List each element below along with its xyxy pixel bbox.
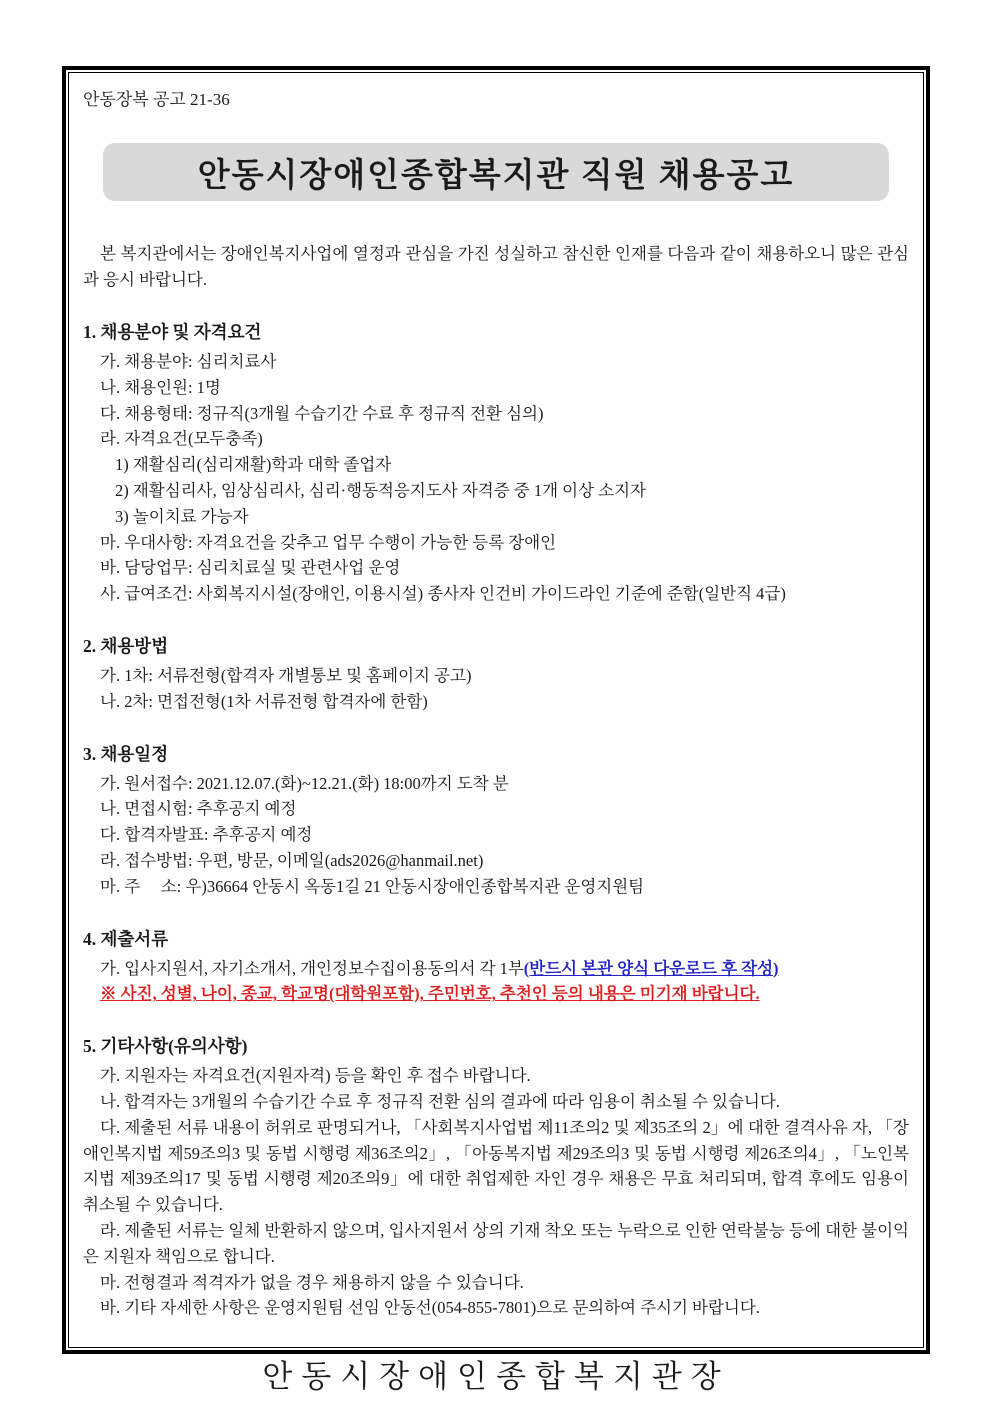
list-item: 마. 우대사항: 자격요건을 갖추고 업무 수행이 가능한 등록 장애인 xyxy=(100,532,557,552)
notice-number: 안동장복 공고 21-36 xyxy=(83,90,230,109)
list-item: 다. 합격자발표: 추후공지 예정 xyxy=(100,825,313,845)
list-item: 나. 2차: 면접전형(1차 서류전형 합격자에 한함) xyxy=(100,691,428,711)
section-heading: 5. 기타사항(유의사항) xyxy=(83,1036,248,1057)
list-item: 마. 전형결과 적격자가 없을 경우 채용하지 않을 수 있습니다. xyxy=(100,1272,524,1292)
list-item: 라. 자격요건(모두충족) xyxy=(100,429,263,449)
list-item: 나. 면접시험: 추후공지 예정 xyxy=(100,799,297,819)
list-item: 나. 채용인원: 1명 xyxy=(100,377,221,397)
list-item xyxy=(83,956,909,982)
section-heading: 4. 제출서류 xyxy=(83,928,169,949)
list-item: 마. 주 소: 우)36664 안동시 옥동1길 21 안동시장애인종합복지관 운영지원팀 xyxy=(100,876,645,896)
list-item: 가. 1차: 서류전형(합격자 개별통보 및 홈페이지 공고) xyxy=(100,665,472,685)
list-item: 사. 급여조건: 사회복지시설(장애인, 이용시설) 종사자 인건비 가이드라인 기준에 준함(일반직 4급) xyxy=(100,584,786,604)
section-other-notes xyxy=(83,1033,914,1321)
section-recruitment-field xyxy=(83,319,909,607)
document-page xyxy=(68,72,924,1395)
list-subitem: 1) 재활심리(심리재활)학과 대학 졸업자 xyxy=(115,455,392,475)
section-heading: 1. 채용분야 및 자격요건 xyxy=(83,322,262,342)
list-item: 가. 지원자는 자격요건(지원자격) 등을 확인 후 접수 바랍니다. xyxy=(100,1066,531,1086)
list-item: 라. 접수방법: 우편, 방문, 이메일(ads2026@hanmail.net) xyxy=(100,850,484,870)
title-banner xyxy=(103,143,889,201)
list-item: 가. 원서접수: 2021.12.07.(화)~12.21.(화) 18:00까지 도착 분 xyxy=(100,773,509,793)
list-item: 바. 담당업무: 심리치료실 및 관련사업 운영 xyxy=(100,558,401,578)
list-item: 바. 기타 자세한 사항은 운영지원팀 선임 안동선(054-855-7801)으로 문의하여 주시기 바랍니다. xyxy=(100,1298,760,1318)
section-recruitment-schedule xyxy=(83,741,909,900)
list-item: 다. 제출된 서류 내용이 허위로 판명되거나, 「사회복지사업법 제11조의2 및 제35조의 2」에 대한 결격사유 자, 「장애인복지법 제59조의3 및 동법 시행령 제36조의2」, 「아동복지법 제29조의3 및 동법 시행령 제26조의4」, 「노인복지법 제39조의17 및 동법 시행령 제20조의9」에 대한 취업제한 자인 경우 채용은 무효 처리되며, 합격 후에도 임용이 취소될 수 있습니다. xyxy=(83,1117,914,1215)
warning-note-red: ※ 사진, 성별, 나이, 종교, 학교명(대학원포함), 주민번호, 추천인 등의 내용은 미기재 바랍니다. xyxy=(100,984,760,1004)
section-recruitment-method xyxy=(83,633,909,715)
list-subitem: 2) 재활심리사, 임상심리사, 심리·행동적응지도사 자격증 중 1개 이상 소지자 xyxy=(115,480,646,500)
list-item: 가. 채용분야: 심리치료사 xyxy=(100,352,277,371)
signature-title: 안동시장애인종합복지관장 xyxy=(262,1359,730,1395)
list-item: 나. 합격자는 3개월의 수습기간 수료 후 정규직 전환 심의 결과에 따라 임용이 취소될 수 있습니다. xyxy=(100,1091,780,1111)
list-item-text: 가. 입사지원서, 자기소개서, 개인정보수집이용동의서 각 1부 xyxy=(100,958,524,978)
list-item: 다. 채용형태: 정규직(3개월 수습기간 수료 후 정규직 전환 심의) xyxy=(100,403,544,423)
list-item: 라. 제출된 서류는 일체 반환하지 않으며, 입사지원서 상의 기재 착오 또는 누락으로 인한 연락불능 등에 대한 불이익은 지원자 책임으로 합니다. xyxy=(83,1220,909,1266)
document-title: 안동시장애인종합복지관 직원 채용공고 xyxy=(197,157,795,194)
page-border xyxy=(62,66,930,1395)
list-subitem: 3) 놀이치료 가능자 xyxy=(115,506,249,526)
emphasis-blue-underline: (반드시 본관 양식 다운로드 후 작성) xyxy=(523,958,779,978)
intro-paragraph: 본 복지관에서는 장애인복지사업에 열정과 관심을 가진 성실하고 참신한 인재를 다음과 같이 채용하오니 많은 관심과 응시 바랍니다. xyxy=(83,244,909,289)
section-required-documents xyxy=(83,926,909,1008)
section-heading: 3. 채용일정 xyxy=(83,743,169,764)
section-heading: 2. 채용방법 xyxy=(83,635,169,656)
